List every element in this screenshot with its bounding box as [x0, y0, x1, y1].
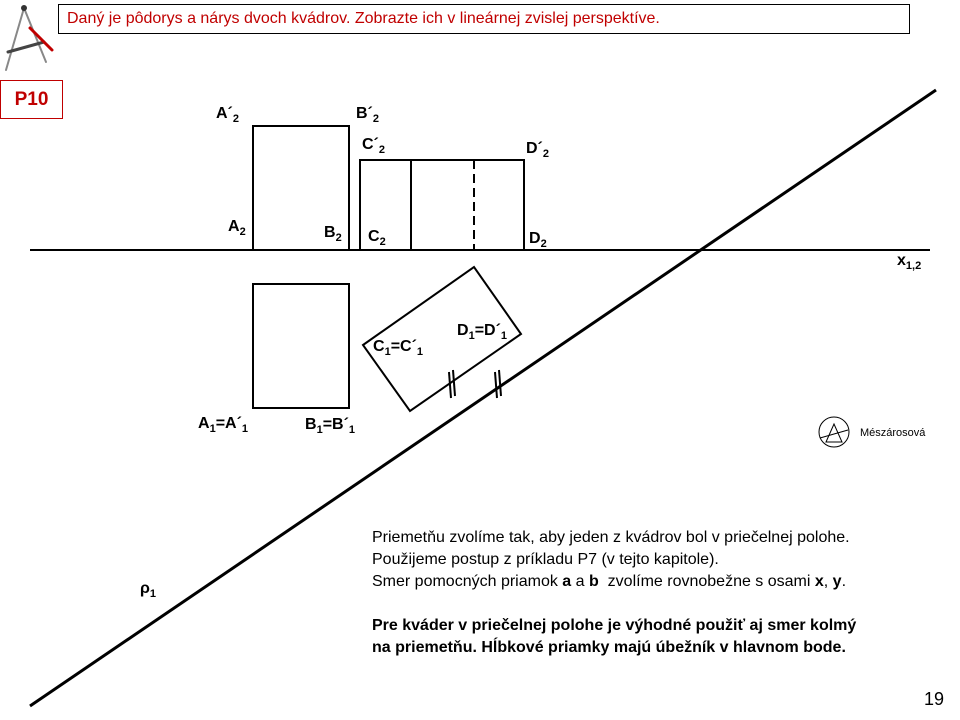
author-logo-icon — [819, 417, 849, 447]
label-b2: $B_2$ — [324, 224, 342, 244]
explanation-line-2: Použijeme postup z príkladu P7 (v tejto kapitole). — [372, 551, 719, 568]
parallel-marks — [449, 370, 501, 398]
explanation-bold-1: Pre kváder v priečelnej polohe je výhodné použiť aj smer kolmý — [372, 617, 857, 634]
explanation-text — [372, 527, 952, 659]
author-name: Mészárosová — [860, 427, 926, 439]
label-b2-prime: $B´_2$ — [356, 105, 380, 125]
label-c2-prime: $C´_2$ — [362, 136, 386, 156]
label-x-axis: $x_{1,2}$ — [897, 252, 922, 272]
box-a-top-view — [253, 284, 349, 408]
explanation-line-1: Priemetňu zvolíme tak, aby jeden z kvádrov bol v priečelnej polohe. — [372, 529, 850, 546]
page-number: 19 — [924, 689, 945, 709]
label-c2: $C_2$ — [368, 228, 386, 248]
label-c1: $C_1=C´_1$ — [373, 338, 424, 358]
problem-badge: P10 — [0, 80, 63, 119]
label-a2-prime: $A´_2$ — [216, 105, 240, 125]
label-a1: $A_1=A´_1$ — [198, 415, 249, 435]
label-d2: $D_2$ — [529, 230, 547, 250]
task-statement: Daný je pôdorys a nárys dvoch kvádrov. Zobrazte ich v lineárnej zvislej perspektíve. — [58, 4, 910, 34]
label-d2-prime: $D´_2$ — [526, 140, 550, 160]
label-b1: $B_1=B´_1$ — [305, 416, 356, 436]
explanation-bold-2: na priemetňu. Hĺbkové priamky majú úbežník v hlavnom bode. — [372, 639, 846, 656]
compass-icon — [6, 5, 52, 70]
explanation-line-3: Smer pomocných priamok a a b zvolíme rovnobežne s osami x, y. — [372, 573, 847, 590]
label-a2: $A_2$ — [228, 218, 246, 238]
label-rho1: $\rho_1$ — [140, 580, 157, 600]
label-d1: $D_1=D´_1$ — [457, 322, 508, 342]
